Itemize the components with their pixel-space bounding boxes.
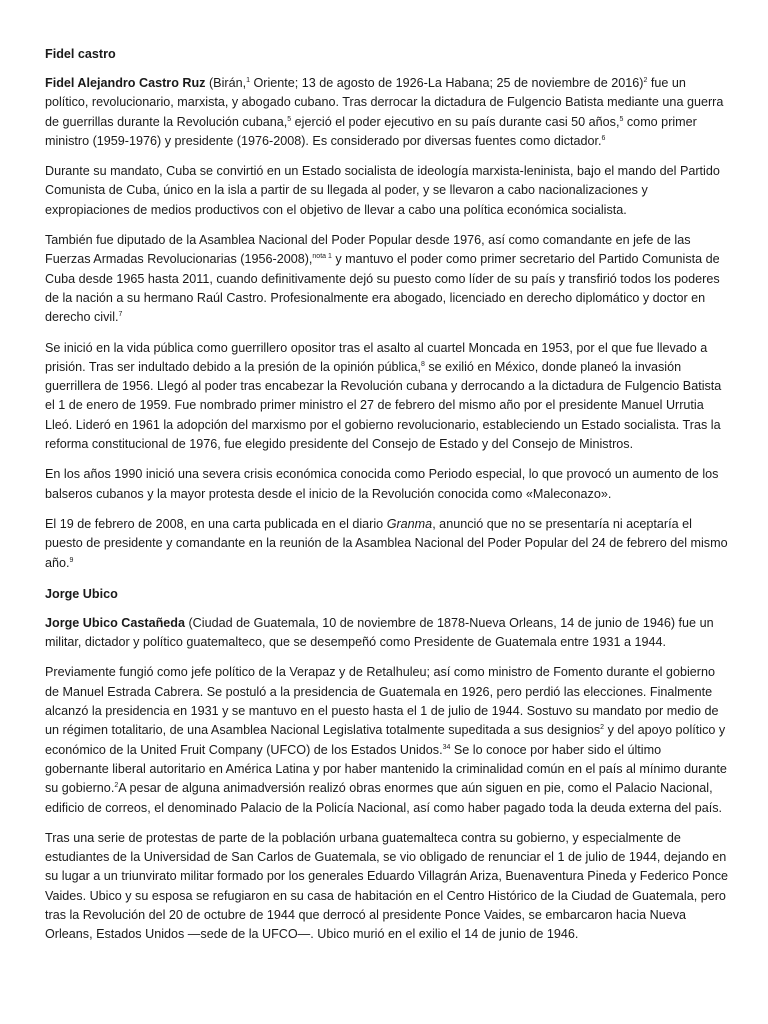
- text-run: Durante su mandato, Cuba se convirtió en un Estado socialista de ideología marxista-leninista, bajo el mando del Partido Comunista de Cuba, único en la isla a partir de su llegada al poder, y se llevaron a cabo nacionalizaciones y expropiaciones de medios productivos con el objetivo de llevar a cabo una política económica socialista.: [45, 164, 720, 217]
- footnote-ref[interactable]: 1: [246, 77, 250, 84]
- footnote-ref[interactable]: 6: [601, 134, 606, 142]
- text-run: fue un político, revolucionario, marxista, y abogado cubano. Tras derrocar la dictadura de Fulgencio Batista mediante una guerra de guerrillas durante la Revolución cubana,: [45, 76, 724, 129]
- section-fidel-castro: [45, 44, 728, 573]
- text-run: Se inició en la vida pública como guerrillero opositor tras el asalto al cuartel Moncada en 1953, por el que fue llevado a prisión. Tras ser indultado debido a la presión de la opinión pública,: [45, 340, 708, 374]
- text-run: como primer ministro (1959-1976) y presidente (1976-2008). Es considerado por diversas fuentes como dictador.: [45, 114, 697, 148]
- paragraph: [45, 465, 728, 504]
- footnote-ref[interactable]: 2: [114, 782, 119, 790]
- paragraph: [45, 162, 728, 220]
- footnote-ref[interactable]: 2: [600, 724, 605, 732]
- text-run: Previamente fungió como jefe político de la Verapaz y de Retalhuleu; así como ministro de Fomento durante el gobierno de Manuel Estrada Cabrera. Se postuló a la presidencia de Guatemala en 1926, pero perdió las elecciones. Finalmente alcanzó la presidencia en 1931 y se mantuvo en el puesto hasta el 1 de julio de 1944. Sostuvo su mandato por medio de un régimen totalitario, de una Asamblea Nacional Legislativa totalmente supeditada a sus designios: [45, 665, 719, 738]
- paragraph: [45, 74, 728, 151]
- paragraph: [45, 339, 728, 455]
- footnote-ref[interactable]: 5: [287, 115, 292, 123]
- text-run: (Ciudad de Guatemala, 10 de noviembre de 1878-Nueva Orleans, 14 de junio de 1946) fue un militar, dictador y político guatemalteco, que se desempeñó como Presidente de Guatemala entre 1931 a 1944.: [45, 615, 714, 650]
- text-run: (Birán,: [205, 76, 247, 90]
- paragraph: [45, 829, 728, 945]
- text-run: El 19 de febrero de 2008, en una carta publicada en el diario: [45, 516, 387, 531]
- text-run: A pesar de alguna animadversión realizó obras enormes que aún siguen en pie, como el Palacio Nacional, edificio de correos, el denominado Palacio de la Policía Nacional, así como haber pagado toda la deuda externa del país.: [45, 781, 723, 815]
- section-heading: Jorge Ubico: [45, 586, 118, 601]
- text-run: y mantuvo el poder como primer secretario del Partido Comunista de Cuba desde 1965 hasta 2011, cuando definitivamente dejó su puesto como líder de su país y transfirió todos los poderes de la nación a su hermano Raúl Castro. Profesionalmente era abogado, licenciado en derecho diplomático y doctor en derecho civil.: [45, 252, 720, 325]
- section-heading: Fidel castro: [45, 47, 116, 61]
- footnote-ref[interactable]: 2: [643, 77, 648, 84]
- footnote-ref[interactable]: nota 1: [312, 253, 332, 261]
- text-run: y del apoyo político y económico de la United Fruit Company (UFCO) de los Estados Unidos.: [45, 723, 726, 757]
- paragraph: [45, 515, 728, 573]
- bold-name: Fidel Alejandro Castro Ruz: [45, 76, 206, 90]
- italic-text: Granma: [386, 516, 433, 531]
- footnote-ref[interactable]: 5: [619, 115, 624, 123]
- footnote-ref[interactable]: 8: [420, 360, 425, 368]
- text-run: Oriente; 13 de agosto de 1926-La Habana; 25 de noviembre de 2016): [249, 76, 644, 90]
- paragraph: [45, 614, 728, 653]
- text-run: En los años 1990 inició una severa crisis económica conocida como Periodo especial, lo que provocó un aumento de los balseros cubanos y la mayor protesta desde el inicio de la Revolución conocida como «Maleconazo».: [45, 467, 719, 501]
- text-run: Se lo conoce por haber sido el último gobernante liberal autoritario en América Latina y por haber mantenido la criminalidad común en el país al mínimo durante su gobierno.: [45, 742, 727, 796]
- footnote-ref[interactable]: 9: [69, 556, 74, 564]
- footnote-ref[interactable]: 34: [442, 743, 451, 751]
- paragraph: [45, 231, 728, 327]
- section-jorge-ubico: [45, 584, 728, 945]
- bold-name: Jorge Ubico Castañeda: [45, 615, 185, 630]
- text-run: También fue diputado de la Asamblea Nacional del Poder Popular desde 1976, así como comandante en jefe de las Fuerzas Armadas Revolucionarias (1956-2008),: [45, 233, 691, 267]
- text-run: se exilió en México, donde planeó la invasión guerrillera de 1956. Llegó al poder tras encabezar la Revolución cubana y derrocando a la dictadura de Fulgencio Batista el 1 de enero de 1959. Fue nombrado primer ministro el 27 de febrero del mismo año por el presidente Manuel Urrutia Lleó. Lideró en 1961 la adopción del marxismo por el gobierno revolucionario, estableciendo un Estado socialista. Tras la reforma constitucional de 1976, fue elegido presidente del Consejo de Estado y del Consejo de Ministros.: [45, 359, 722, 452]
- paragraph: [45, 663, 728, 817]
- footnote-ref[interactable]: 7: [118, 311, 123, 319]
- text-run: , anunció que no se presentaría ni aceptaría el puesto de presidente y comandante en la reunión de la Asamblea Nacional del Poder Popular del 24 de febrero del mismo año.: [45, 516, 728, 570]
- text-run: ejerció el poder ejecutivo en su país durante casi 50 años,: [291, 114, 620, 129]
- text-run: Tras una serie de protestas de parte de la población urbana guatemalteca contra su gobierno, y especialmente de estudiantes de la Universidad de San Carlos de Guatemala, se vio obligado de renunciar el 1 de julio de 1944, dejando en su lugar a un triunvirato militar formado por los generales Eduardo Villagrán Ariza, Buenaventura Pineda y Federico Ponce Vaides. Ubico y su esposa se refugiaron en su casa de habitación en el Centro Histórico de la Ciudad de Guatemala, pero tras la Revolución del 20 de octubre de 1944 que derrocó al presidente Ponce Vaides, se embarcaron hacia Nueva Orleans, Estados Unidos —sede de la UFCO—. Ubico murió en el exilio el 14 de junio de 1946.: [45, 830, 729, 942]
